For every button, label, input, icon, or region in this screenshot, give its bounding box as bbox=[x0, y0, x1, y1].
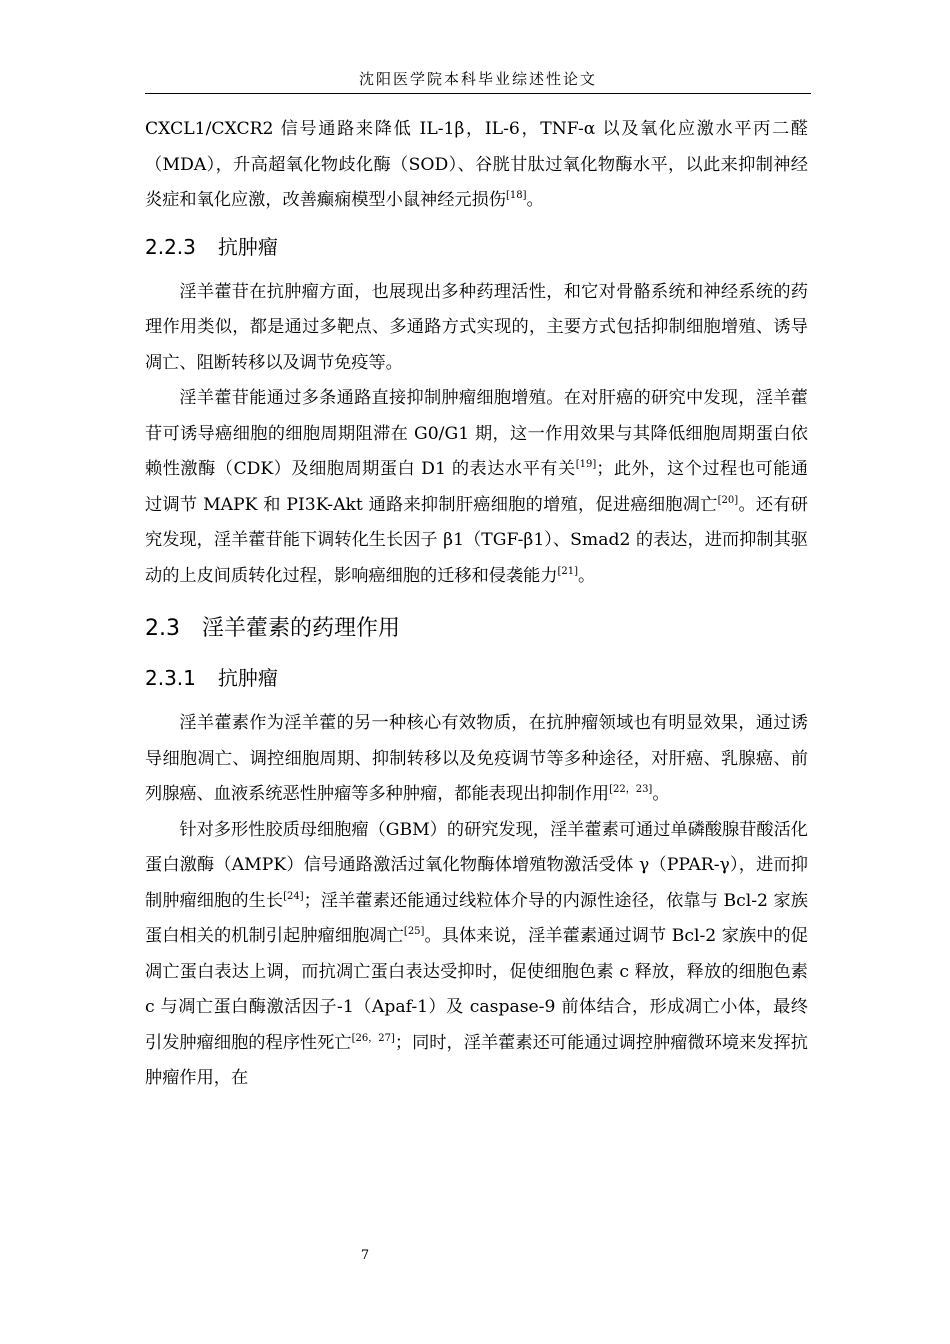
paragraph-continuation bbox=[145, 112, 808, 219]
paragraph-text: 。还有研究发现，淫羊藿苷能下调转化生长因子 β1（TGF-β1）、Smad2 的表达，进而抑制其驱动的上皮间质转化过程，影响癌细胞的迁移和侵袭能力 bbox=[145, 494, 808, 586]
paragraph-text: 针对多形性胶质母细胞瘤（GBM）的研究发现，淫羊藿素可通过单磷酸腺苷酸活化蛋白激酶（AMPK）信号通路激活过氧化物酶体增殖物激活受体 γ（PPAR-γ），进而抑制肿瘤细胞的生长 bbox=[145, 819, 808, 911]
section-heading-2-3-1 bbox=[145, 664, 808, 692]
section-title: 淫羊藿素的药理作用 bbox=[202, 616, 401, 641]
paragraph-antitumor-overview: 淫羊藿苷在抗肿瘤方面，也展现出多种药理活性，和它对骨骼系统和神经系统的药理作用类似，都是通过多靶点、多通路方式实现的，主要方式包括抑制细胞增殖、诱导凋亡、阻断转移以及调节免疫等。 bbox=[145, 281, 808, 373]
paragraph-icariin-proliferation bbox=[145, 381, 808, 594]
citation-21: [21] bbox=[557, 565, 579, 577]
paragraph-text: ；此外，这个过程也可能通过调节 MAPK 和 PI3K-Akt 通路来抑制肝癌细胞的增殖，促进癌细胞凋亡 bbox=[145, 459, 808, 515]
citation-18: [18] bbox=[505, 190, 527, 201]
paragraph-text: 淫羊藿素作为淫羊藿的另一种核心有效物质，在抗肿瘤领域也有明显效果，通过诱导细胞凋亡、调控细胞周期、抑制转移以及免疫调节等多种途径，对肝癌、乳腺癌、前列腺癌、血液系统恶性肿瘤等多种肿瘤，都能表现出抑制作用 bbox=[145, 713, 808, 804]
section-heading-2-3 bbox=[145, 614, 808, 644]
section-number: 2.3 bbox=[145, 616, 180, 641]
citation-26-27: [26，27] bbox=[351, 1032, 395, 1044]
paragraph-end: 。 bbox=[652, 784, 670, 804]
paragraph-end: 。 bbox=[578, 565, 596, 586]
citation-19: [19] bbox=[575, 459, 597, 470]
paragraph-end: 。 bbox=[526, 190, 544, 210]
section-title: 抗肿瘤 bbox=[217, 234, 278, 259]
page-number: 7 bbox=[360, 1248, 370, 1263]
paragraph-text: CXCL1/CXCR2 信号通路来降低 IL-1β，IL-6，TNF-α 以及氧化应激水平丙二醛（MDA），升高超氧化物歧化酶（SOD）、谷胱甘肽过氧化物酶水平，以此来抑制神经炎症和氧化应激，改善癫痫模型小鼠神经元损伤 bbox=[145, 119, 808, 210]
page-header-title: 沈阳医学院本科毕业综述性论文 bbox=[358, 70, 597, 88]
section-title: 抗肿瘤 bbox=[217, 666, 278, 690]
section-heading-2-2-3 bbox=[145, 233, 808, 261]
paragraph-text: 。具体来说，淫羊藿素通过调节 Bcl-2 家族中的促凋亡蛋白表达上调，而抗凋亡蛋白表达受抑时，促使细胞色素 c 释放，释放的细胞色素 c 与凋亡蛋白酶激活因子-1（Apaf-1）及 caspase-9 前体结合，形成凋亡小体，最终引发肿瘤细胞的程序性死亡 bbox=[145, 926, 808, 1053]
citation-20: [20] bbox=[717, 494, 739, 506]
citation-22-23: [22，23] bbox=[609, 784, 653, 795]
paragraph-icaritin-overview bbox=[145, 706, 808, 813]
header-rule bbox=[145, 93, 811, 94]
citation-25: [25] bbox=[403, 926, 425, 937]
document-body bbox=[145, 110, 808, 1097]
paragraph-icaritin-gbm bbox=[145, 813, 808, 1097]
paragraph-text: ；淫羊藿素还能通过线粒体介导的内源性途径，依靠与 Bcl-2 家族蛋白相关的机制引起肿瘤细胞凋亡 bbox=[145, 890, 808, 946]
paragraph-text: 淫羊藿苷能通过多条通路直接抑制肿瘤细胞增殖。在对肝癌的研究中发现，淫羊藿苷可诱导癌细胞的细胞周期阻滞在 G0/G1 期，这一作用效果与其降低细胞周期蛋白依赖性激酶（CDK）及细胞周期蛋白 D1 的表达水平有关 bbox=[145, 388, 808, 479]
section-number: 2.3.1 bbox=[145, 666, 196, 690]
citation-24: [24] bbox=[283, 890, 304, 902]
paragraph-text: ；同时，淫羊藿素还可能通过调控肿瘤微环境来发挥抗肿瘤作用，在 bbox=[145, 1032, 808, 1088]
section-number: 2.2.3 bbox=[145, 234, 196, 259]
